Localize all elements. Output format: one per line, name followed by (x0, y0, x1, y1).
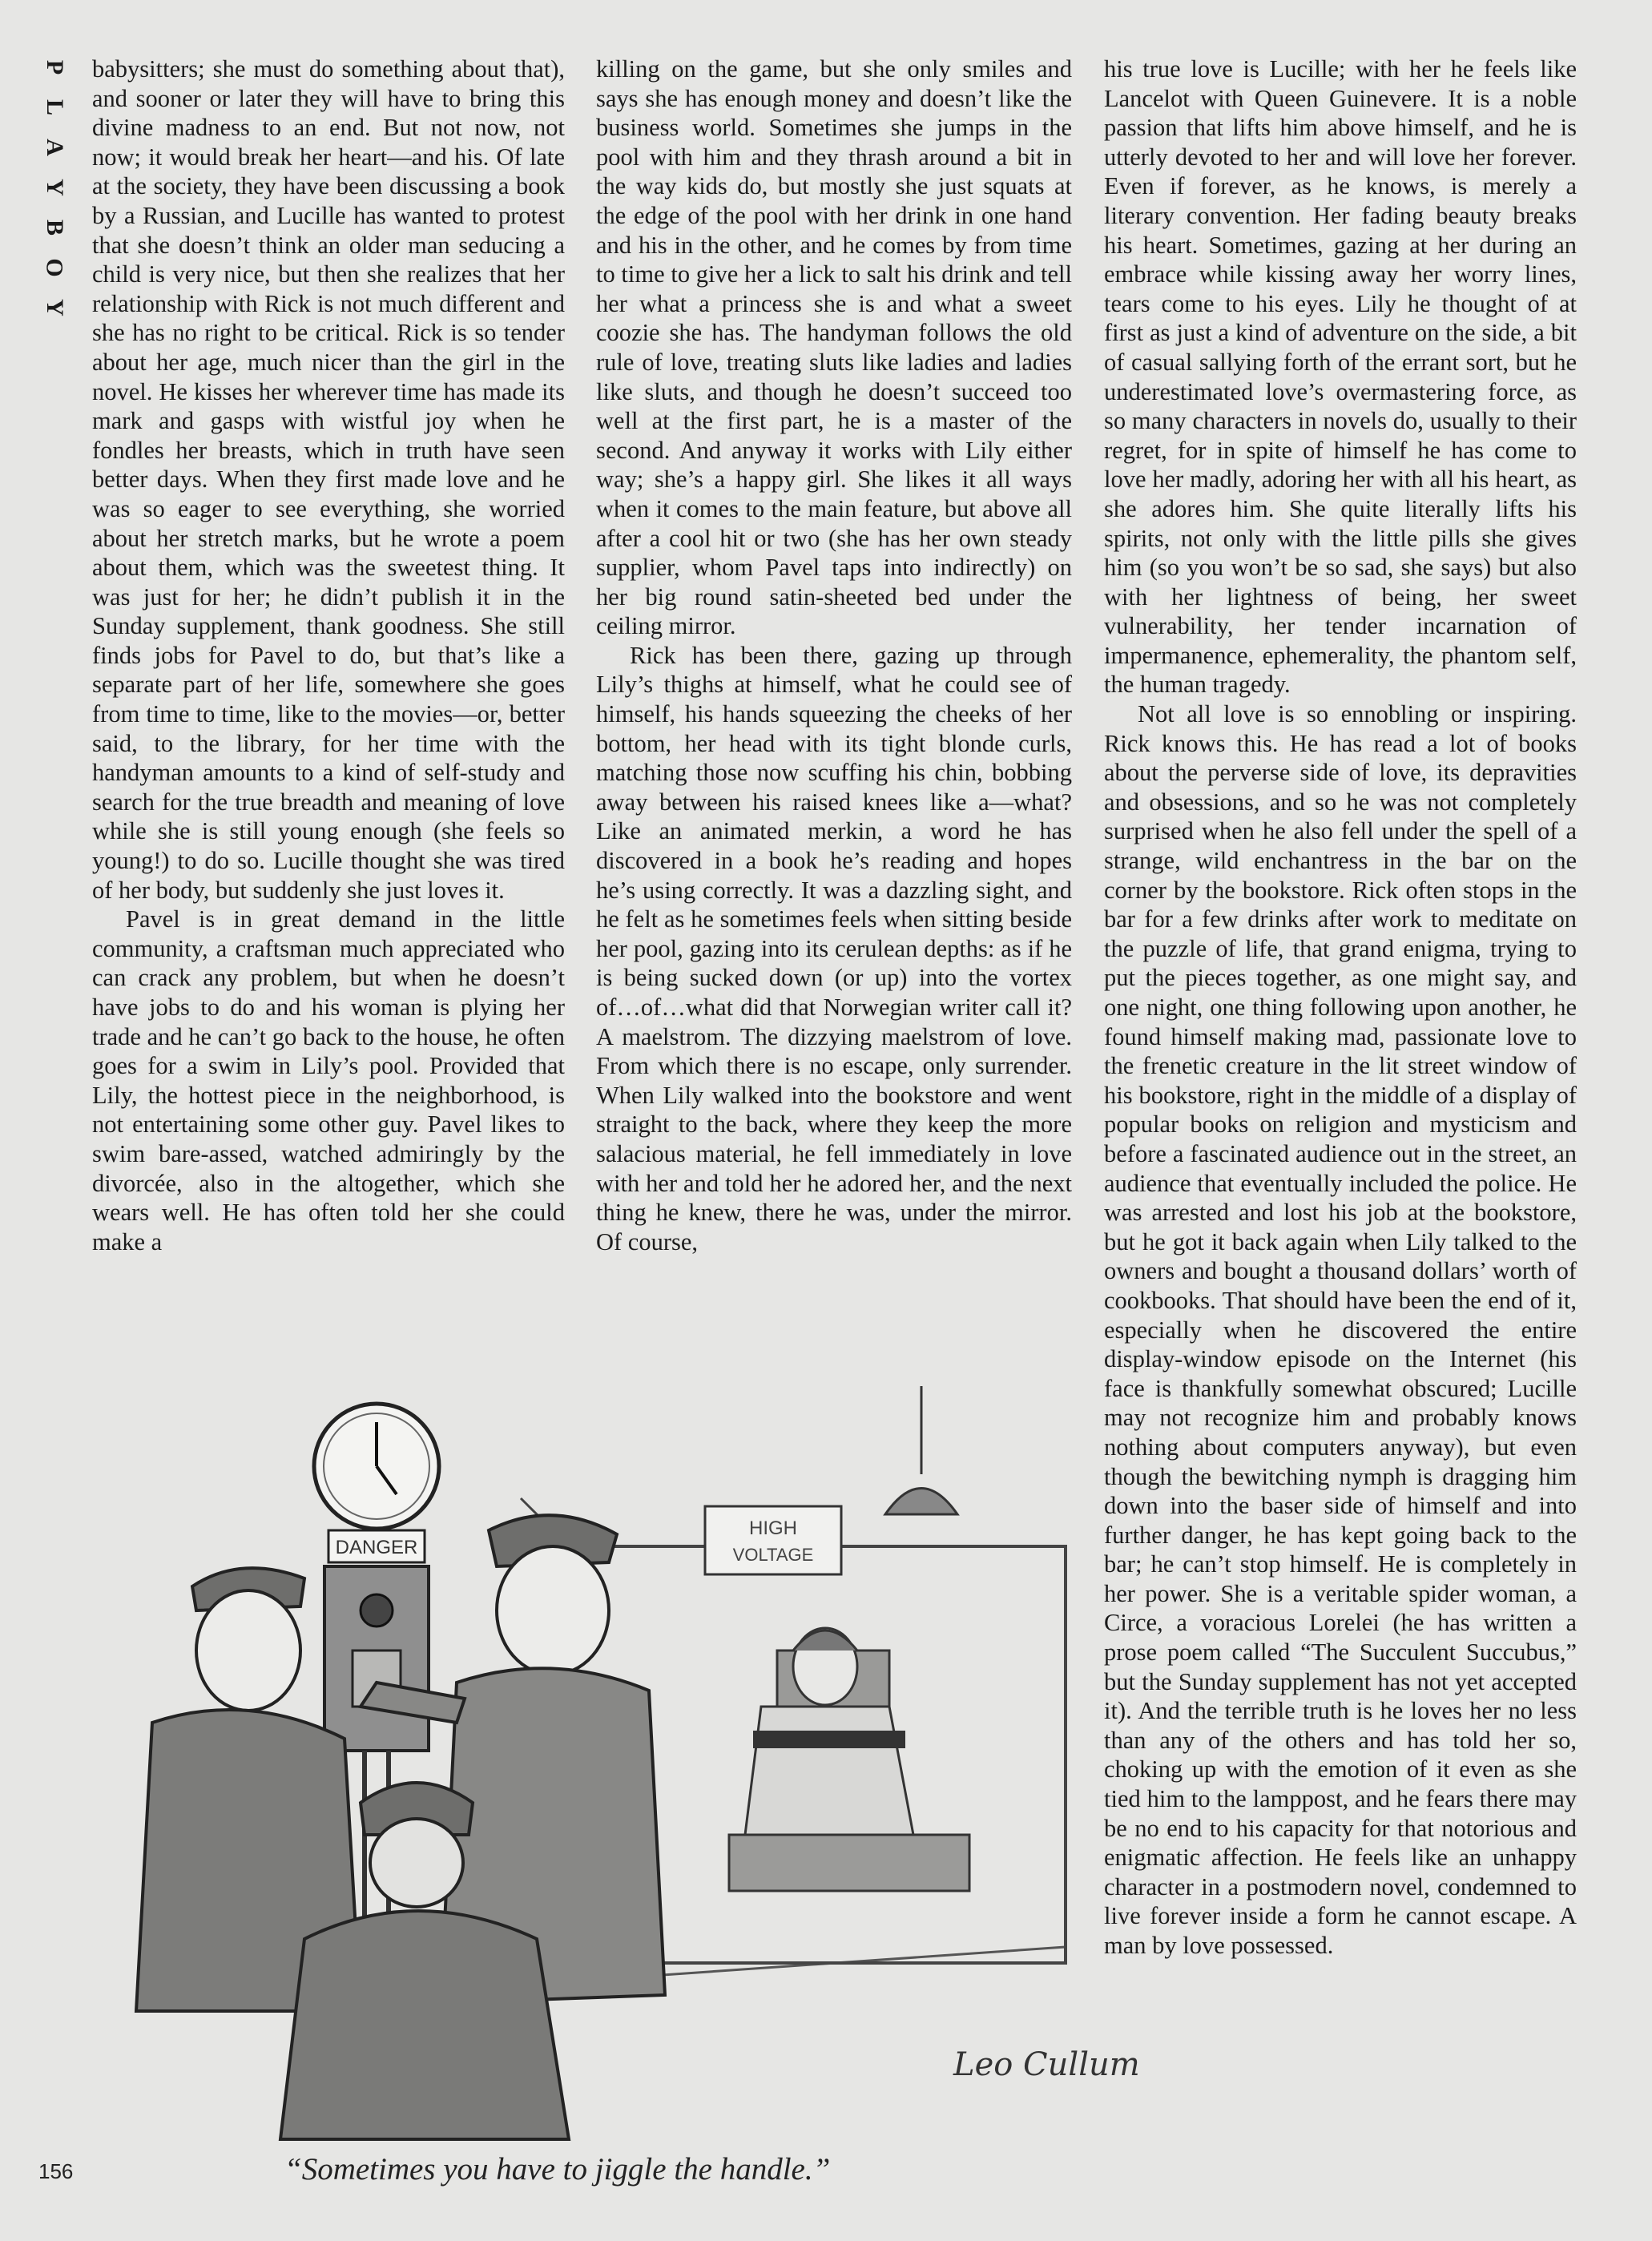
running-head-letter: Y (41, 179, 68, 198)
paragraph: Pavel is in great demand in the little community, a craftsman much appreciated who can crack any problem, but when he doesn’t have jobs to do and his woman is plying her trade and he can’t go back to the house, he often goes for a swim in Lily’s pool. Provided that Lily, the hottest piece in the neighborhood, is not entertaining some other guy. Pavel likes to swim bare-assed, watched admiringly by the divorcée, also in the altogether, which she wears well. He has often told her she could make a (92, 905, 565, 1256)
sign-text-high: HIGH (749, 1518, 797, 1539)
danger-sign-text: DANGER (335, 1537, 418, 1558)
paragraph: Rick has been there, gazing up through Lily’s thighs at himself, what he could see of himself, his hands squeezing the cheeks of her bottom, her head with its tight blonde curls, matching those now scuffing his chin, bobbing away between his raised knees like a—what? Like an animated merkin, a word he has discovered in a book he’s reading and hopes he’s using correctly. It was a dazzling sight, and he felt as he sometimes feels when sitting beside her pool, gazing into its cerulean depths: as if he is being sucked down (or up) into the vortex of…of…what did that Norwegian writer call it? A maelstrom. The dizzying maelstrom of love. From which there is no escape, only surrender. When Lily walked into the bookstore and went straight to the back, where they keep the more salacious material, he fell immediately in love with her and told her he adored her, and the next thing he knew, there he was, under the mirror. Of course, (596, 641, 1072, 1256)
running-head-letter: L (41, 99, 68, 118)
sign-text-voltage: VOLTAGE (732, 1545, 814, 1565)
paragraph: killing on the game, but she only smiles and says she has enough money and doesn’t like the business world. Sometimes she jumps in the pool with him and they thrash around a bit in the way kids do, but mostly she just squats at the edge of the pool with her drink in one hand and his in the other, and he comes by from time to time to give her a lick to salt his drink and tell her what a princess she is and what a sweet coozie she has. The handyman follows the old rule of love, treating sluts like ladies and ladies like sluts, and though he doesn’t succeed too well at the first part, he is a master of the second. And anyway it works with Lily either way; she’s a happy girl. She likes it all ways when it comes to the main feature, but above all after a cool hit or two (she has her own steady supplier, whom Pavel taps into indirectly) on her big round satin-sheeted bed under the ceiling mirror. (596, 55, 1072, 640)
cartoon-illustration (120, 1386, 1140, 2139)
cartoonist-signature: Leo Cullum (953, 2046, 1140, 2083)
text-column-1 (92, 54, 565, 1360)
guard-front-body (280, 1911, 569, 2139)
text-column-3 (1104, 54, 1577, 2218)
cartoon-caption: “Sometimes you have to jiggle the handle.” (284, 2152, 831, 2187)
running-head (38, 56, 71, 320)
text-column-2 (596, 54, 1072, 1360)
cartoon-drawing (120, 1386, 1140, 2139)
running-head-letter: Y (41, 299, 68, 318)
page-number: 156 (38, 2159, 74, 2183)
guard-left-head (196, 1590, 300, 1711)
prisoner-body (745, 1707, 913, 1835)
running-head-letter: A (41, 139, 68, 158)
running-head-letter: O (42, 258, 68, 279)
paragraph: babysitters; she must do something about that), and sooner or later they will have to bring this divine madness to an end. But not now, not now; it would break her heart—and his. Of late at the society, they have been discussing a book by a Russian, and Lucille has wanted to protest that she doesn’t think an older man seducing a child is very nice, but then she realizes that her relationship with Rick is not much different and she has no right to be critical. Rick is so tender about her age, much nicer than the girl in the novel. He kisses her wherever time has made its mark and gasps with wistful joy when he fondles her breasts, which in truth have seen better days. When they first made love and he was so eager to see everything, she worried about her stretch marks, but he wrote a poem about them, which was the sweetest thing. It was just for her; he didn’t publish it in the Sunday supplement, thank goodness. She still finds jobs for Pavel to do, but that’s like a separate part of her life, somewhere she goes from time to time, like to the movies—or, better said, to the library, for her time with the handyman amounts to a kind of self-study and search for the true breadth and meaning of love while she is still young enough (she feels so young!) to do so. Lucille thought she was tired of her body, but suddenly she just loves it. (92, 55, 565, 904)
paragraph: Not all love is so ennobling or inspiring. Rick knows this. He has read a lot of books about the perverse side of love, its depravities and obsessions, and so he was not completely surprised when he also fell under the spell of a strange, wild enchantress in the bar on the corner by the bookstore. Rick often stops in the bar for a few drinks after work to meditate on the puzzle of life, that grand enigma, trying to put the pieces together, as one might say, and one night, one thing following upon another, he found himself making mad, passionate love to the frenetic creature in the lit street window of his bookstore, right in the middle of a display of popular books on religion and mysticism and before a fascinated audience out in the street, an audience that eventually included the police. He was arrested and lost his job at the bookstore, but he got it back again when Lily talked to the owners and bought a thousand dollars’ worth of cookbooks. That should have been the end of it, especially when he discovered the entire display-window episode on the Internet (his face is thankfully somewhat obscured; Lucille may not recognize him and probably knows nothing about computers anyway), but even though the bewitching nymph is dragging him down into the baser side of himself and into further danger, he has kept going back to the bar; he can’t stop himself. He is completely in her power. She is a veritable spider woman, a Circe, a voracious Lorelei (he has written a prose poem called “The Succulent Succubus,” but the Sunday supplement has not yet accepted it). And the terrible truth is he loves her no less than any of the others and has told her so, choking up with the emotion of it even as she tied him to the lamppost, and he fears there may be no end to his capacity for that notorious and enigmatic affection. He feels like an unhappy character in a postmodern novel, condemned to live forever inside a form he cannot escape. A man by love possessed. (1104, 700, 1577, 1959)
ceiling-lamp (885, 1489, 957, 1515)
running-head-letter: B (41, 219, 68, 238)
paragraph: his true love is Lucille; with her he feels like Lancelot with Queen Guinevere. It is a noble passion that lifts him above himself, and he is utterly devoted to her and will love her forever. Even if forever, as he knows, is merely a literary convention. Her fading beauty breaks his heart. Sometimes, gazing at her during an embrace while kissing away her worry lines, tears come to his eyes. Lily he thought of at first as just a kind of adventure on the side, a bit of casual sallying forth of the errant sort, but he underestimated love’s overmastering force, as so many characters in novels do, usually to their regret, for in spite of himself he has come to love her madly, adoring her with all his heart, as she adores him. She quite literally lifts his spirits, not only with the little pills she gives him (so you won’t be so sad, she says) but also with her lightness of being, her sweet vulnerability, her tender incarnation of impermanence, ephemerality, the phantom self, the human tragedy. (1104, 55, 1577, 699)
guard-center-head (497, 1546, 609, 1675)
running-head-letter: P (41, 59, 68, 77)
guard-front-head (370, 1819, 463, 1907)
